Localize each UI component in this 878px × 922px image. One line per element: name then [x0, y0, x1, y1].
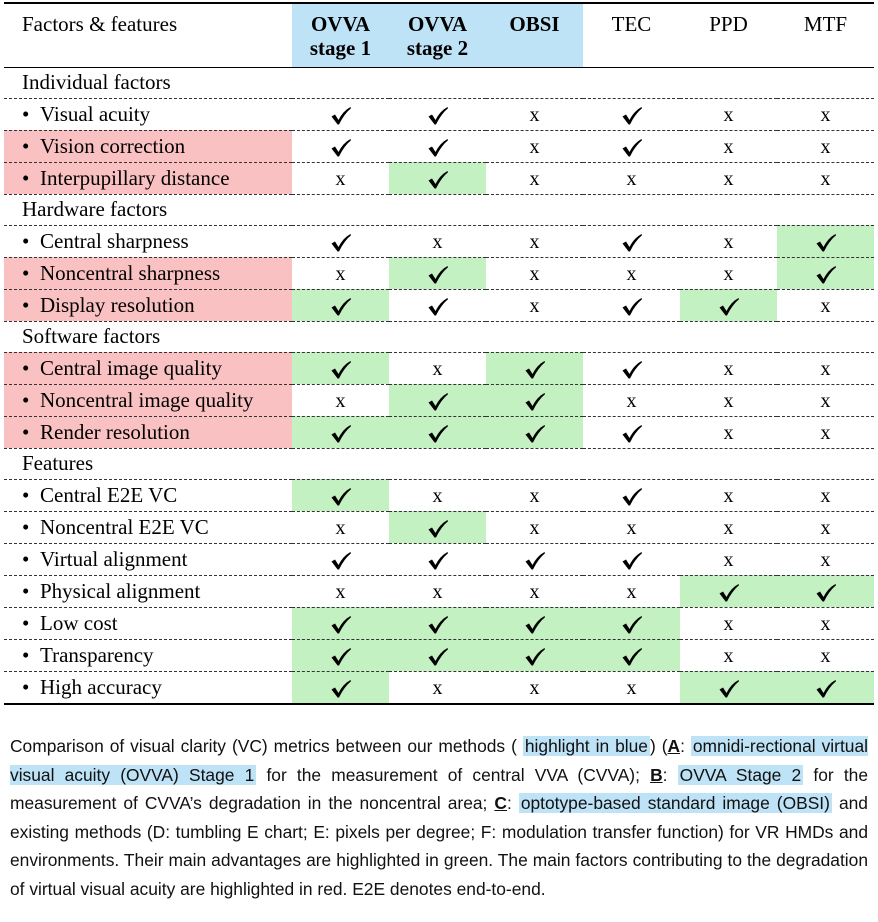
row-label-text: High accuracy: [40, 674, 162, 699]
header-ovva-stage2: [389, 3, 486, 67]
row-label-text: Noncentral sharpness: [40, 260, 221, 285]
row-label: [4, 98, 292, 130]
row-label: [4, 289, 292, 321]
cell-tec: [583, 352, 680, 384]
caption-label-a: A: [667, 736, 681, 756]
cell-ovva-stage1: [292, 289, 389, 321]
section-row: [4, 67, 874, 98]
table-row: [4, 289, 874, 321]
x-mark: x: [529, 484, 540, 507]
row-label: [4, 416, 292, 448]
check-icon: [330, 487, 352, 507]
caption-part5: and existing methods (D: tumbling E chart; E: pixels per degree; F: modulation transfer function) for VR HMDs and environments. Their main advantages are highlighted in green. The main factors contributing to the degradation of virtual visual acuity are highlighted in red. E2E denotes end-to-end.: [10, 793, 868, 899]
table-row: [4, 607, 874, 639]
check-icon: [718, 583, 740, 603]
table-row: [4, 416, 874, 448]
check-icon: [524, 424, 546, 444]
cell-ovva-stage2: [389, 257, 486, 289]
cell-ppd: [680, 416, 777, 448]
x-mark: x: [529, 676, 540, 699]
cell-obsi: [486, 575, 583, 607]
check-icon: [524, 360, 546, 380]
x-mark: x: [820, 548, 831, 571]
cell-ovva-stage2: [389, 289, 486, 321]
cell-ovva-stage2: [389, 639, 486, 671]
cell-ppd: [680, 479, 777, 511]
section-row: [4, 321, 874, 352]
x-mark: x: [820, 357, 831, 380]
check-icon: [621, 647, 643, 667]
cell-ppd: [680, 289, 777, 321]
header-ppd: [680, 3, 777, 67]
cell-ovva-stage2: [389, 162, 486, 194]
bullet: •: [22, 482, 30, 507]
row-label: [4, 511, 292, 543]
check-icon: [524, 551, 546, 571]
table-row: [4, 225, 874, 257]
cell-tec: [583, 130, 680, 162]
x-mark: x: [820, 421, 831, 444]
x-mark: x: [820, 389, 831, 412]
cell-tec: [583, 511, 680, 543]
x-mark: x: [335, 516, 346, 539]
x-mark: x: [626, 580, 637, 603]
comparison-table-container: [4, 2, 874, 705]
cell-obsi: [486, 607, 583, 639]
caption-colon-a: :: [680, 736, 685, 756]
caption-part4: for the measurement of CVVA’s degradation in the noncentral area;: [10, 764, 868, 813]
cell-ovva-stage2: [389, 671, 486, 704]
cell-ovva-stage1: [292, 639, 389, 671]
x-mark: x: [723, 230, 734, 253]
cell-ovva-stage2: [389, 416, 486, 448]
row-label-text: Central E2E VC: [40, 482, 178, 507]
cell-obsi: [486, 289, 583, 321]
caption-colon-b: :: [662, 764, 668, 785]
cell-ovva-stage1: [292, 98, 389, 130]
cell-ppd: [680, 352, 777, 384]
header-mtf: [777, 3, 874, 67]
table-row: [4, 479, 874, 511]
row-label: [4, 607, 292, 639]
section-title: Individual factors: [4, 67, 874, 98]
bullet: •: [22, 133, 30, 158]
cell-mtf: [777, 289, 874, 321]
x-mark: x: [626, 389, 637, 412]
cell-ovva-stage1: [292, 575, 389, 607]
check-icon: [427, 170, 449, 190]
cell-mtf: [777, 98, 874, 130]
bullet: •: [22, 260, 30, 285]
check-icon: [330, 615, 352, 635]
bullet: •: [22, 610, 30, 635]
cell-tec: [583, 384, 680, 416]
check-icon: [621, 615, 643, 635]
caption-highlight-obsi: optotype-based standard image (OBSI): [520, 793, 830, 813]
cell-tec: [583, 671, 680, 704]
x-mark: x: [820, 294, 831, 317]
header-ppd-label: PPD: [709, 12, 748, 36]
cell-mtf: [777, 162, 874, 194]
check-icon: [427, 551, 449, 571]
row-label: [4, 671, 292, 704]
bullet: •: [22, 292, 30, 317]
cell-mtf: [777, 575, 874, 607]
x-mark: x: [529, 516, 540, 539]
caption-highlight-ovva-stage1: omnidi-rectional virtual visual acuity (OVVA) Stage 1: [10, 736, 868, 785]
table-body: [4, 67, 874, 704]
x-mark: x: [529, 262, 540, 285]
x-mark: x: [529, 103, 540, 126]
cell-tec: [583, 543, 680, 575]
x-mark: x: [723, 421, 734, 444]
row-label-text: Display resolution: [40, 292, 195, 317]
cell-obsi: [486, 479, 583, 511]
cell-tec: [583, 416, 680, 448]
check-icon: [718, 297, 740, 317]
row-label-text: Render resolution: [40, 419, 190, 444]
cell-mtf: [777, 543, 874, 575]
cell-tec: [583, 575, 680, 607]
check-icon: [330, 138, 352, 158]
check-icon: [427, 138, 449, 158]
check-icon: [330, 360, 352, 380]
bullet: •: [22, 674, 30, 699]
table-row: [4, 98, 874, 130]
check-icon: [427, 392, 449, 412]
section-title: Features: [4, 448, 874, 479]
comparison-table: [4, 2, 874, 705]
x-mark: x: [723, 135, 734, 158]
check-icon: [427, 106, 449, 126]
check-icon: [815, 265, 837, 285]
x-mark: x: [820, 516, 831, 539]
cell-obsi: [486, 384, 583, 416]
header-ovva-stage2-line2: stage 2: [406, 36, 469, 60]
check-icon: [427, 424, 449, 444]
row-label-text: Physical alignment: [40, 578, 201, 603]
cell-obsi: [486, 130, 583, 162]
x-mark: x: [820, 484, 831, 507]
table-row: [4, 671, 874, 704]
cell-mtf: [777, 130, 874, 162]
check-icon: [330, 424, 352, 444]
row-label-text: Central sharpness: [40, 228, 189, 253]
header-tec-label: TEC: [611, 12, 652, 36]
cell-mtf: [777, 479, 874, 511]
table-row: [4, 639, 874, 671]
x-mark: x: [723, 548, 734, 571]
cell-obsi: [486, 98, 583, 130]
cell-ovva-stage1: [292, 130, 389, 162]
x-mark: x: [529, 135, 540, 158]
x-mark: x: [335, 262, 346, 285]
cell-obsi: [486, 416, 583, 448]
cell-tec: [583, 289, 680, 321]
x-mark: x: [626, 676, 637, 699]
table-row: [4, 384, 874, 416]
row-label-text: Transparency: [40, 642, 154, 667]
x-mark: x: [723, 103, 734, 126]
section-row: [4, 194, 874, 225]
row-label-text: Visual acuity: [40, 101, 151, 126]
cell-mtf: [777, 639, 874, 671]
check-icon: [621, 360, 643, 380]
check-icon: [330, 679, 352, 699]
row-label-text: Noncentral E2E VC: [40, 514, 209, 539]
cell-ppd: [680, 575, 777, 607]
check-icon: [621, 106, 643, 126]
caption-highlight-ovva-stage2: OVVA Stage 2: [679, 764, 802, 785]
cell-ovva-stage2: [389, 384, 486, 416]
x-mark: x: [626, 262, 637, 285]
check-icon: [621, 233, 643, 253]
bullet: •: [22, 387, 30, 412]
x-mark: x: [432, 230, 443, 253]
cell-ovva-stage2: [389, 543, 486, 575]
x-mark: x: [432, 357, 443, 380]
header-ovva-stage1: [292, 3, 389, 67]
x-mark: x: [820, 612, 831, 635]
cell-ovva-stage1: [292, 416, 389, 448]
table-row: [4, 543, 874, 575]
cell-mtf: [777, 607, 874, 639]
bullet: •: [22, 101, 30, 126]
x-mark: x: [626, 516, 637, 539]
check-icon: [427, 615, 449, 635]
bullet: •: [22, 514, 30, 539]
cell-mtf: [777, 671, 874, 704]
x-mark: x: [335, 580, 346, 603]
cell-tec: [583, 225, 680, 257]
x-mark: x: [820, 135, 831, 158]
header-obsi-label: OBSI: [509, 12, 560, 36]
header-obsi: [486, 3, 583, 67]
cell-obsi: [486, 511, 583, 543]
cell-ovva-stage1: [292, 352, 389, 384]
x-mark: x: [432, 676, 443, 699]
row-label: [4, 352, 292, 384]
cell-ppd: [680, 639, 777, 671]
bullet: •: [22, 546, 30, 571]
check-icon: [427, 265, 449, 285]
x-mark: x: [529, 230, 540, 253]
cell-obsi: [486, 257, 583, 289]
x-mark: x: [723, 612, 734, 635]
x-mark: x: [335, 167, 346, 190]
x-mark: x: [820, 103, 831, 126]
cell-ovva-stage1: [292, 479, 389, 511]
cell-mtf: [777, 257, 874, 289]
cell-ppd: [680, 130, 777, 162]
row-label-text: Interpupillary distance: [40, 165, 230, 190]
caption-label-c: C: [494, 793, 507, 813]
check-icon: [330, 106, 352, 126]
header-ovva-stage1-line2: stage 1: [309, 36, 372, 60]
check-icon: [524, 647, 546, 667]
table-row: [4, 162, 874, 194]
cell-ovva-stage1: [292, 671, 389, 704]
bullet: •: [22, 642, 30, 667]
check-icon: [330, 233, 352, 253]
header-ovva-stage2-line1: OVVA: [407, 12, 468, 36]
row-label-text: Noncentral image quality: [40, 387, 254, 412]
header-tec: [583, 3, 680, 67]
x-mark: x: [529, 167, 540, 190]
check-icon: [621, 487, 643, 507]
check-icon: [718, 679, 740, 699]
check-icon: [330, 297, 352, 317]
table-header-row: [4, 3, 874, 67]
cell-obsi: [486, 225, 583, 257]
header-mtf-label: MTF: [803, 12, 848, 36]
cell-ppd: [680, 543, 777, 575]
table-row: [4, 511, 874, 543]
caption-part1: Comparison of visual clarity (VC) metrics between our methods (: [10, 736, 517, 756]
check-icon: [815, 679, 837, 699]
section-title: Hardware factors: [4, 194, 874, 225]
cell-obsi: [486, 352, 583, 384]
cell-obsi: [486, 639, 583, 671]
cell-ppd: [680, 384, 777, 416]
x-mark: x: [723, 262, 734, 285]
check-icon: [621, 424, 643, 444]
cell-ppd: [680, 257, 777, 289]
row-label: [4, 479, 292, 511]
x-mark: x: [626, 167, 637, 190]
check-icon: [815, 583, 837, 603]
cell-ovva-stage1: [292, 607, 389, 639]
check-icon: [815, 233, 837, 253]
x-mark: x: [723, 516, 734, 539]
check-icon: [330, 647, 352, 667]
cell-ovva-stage2: [389, 607, 486, 639]
section-title: Software factors: [4, 321, 874, 352]
cell-tec: [583, 479, 680, 511]
bullet: •: [22, 578, 30, 603]
cell-mtf: [777, 416, 874, 448]
header-ovva-stage1-line1: OVVA: [310, 12, 371, 36]
bullet: •: [22, 355, 30, 380]
check-icon: [621, 138, 643, 158]
row-label-text: Vision correction: [40, 133, 186, 158]
cell-tec: [583, 607, 680, 639]
cell-ovva-stage2: [389, 352, 486, 384]
row-label-text: Virtual alignment: [40, 546, 188, 571]
check-icon: [524, 392, 546, 412]
header-factors-features: Factors & features: [4, 3, 292, 67]
cell-mtf: [777, 511, 874, 543]
x-mark: x: [335, 389, 346, 412]
x-mark: x: [432, 484, 443, 507]
x-mark: x: [723, 167, 734, 190]
row-label: [4, 384, 292, 416]
table-row: [4, 257, 874, 289]
cell-ppd: [680, 671, 777, 704]
row-label-text: Low cost: [40, 610, 118, 635]
table-row: [4, 352, 874, 384]
cell-tec: [583, 98, 680, 130]
check-icon: [524, 615, 546, 635]
cell-ovva-stage1: [292, 384, 389, 416]
row-label-text: Central image quality: [40, 355, 222, 380]
x-mark: x: [432, 580, 443, 603]
cell-ovva-stage2: [389, 130, 486, 162]
check-icon: [427, 519, 449, 539]
cell-ovva-stage1: [292, 225, 389, 257]
x-mark: x: [723, 389, 734, 412]
x-mark: x: [723, 357, 734, 380]
table-caption: [10, 732, 868, 903]
caption-label-b: B: [650, 764, 663, 785]
check-icon: [427, 297, 449, 317]
bullet: •: [22, 165, 30, 190]
row-label: [4, 543, 292, 575]
cell-ovva-stage1: [292, 543, 389, 575]
cell-obsi: [486, 671, 583, 704]
cell-tec: [583, 257, 680, 289]
x-mark: x: [529, 580, 540, 603]
cell-obsi: [486, 162, 583, 194]
cell-ovva-stage2: [389, 511, 486, 543]
check-icon: [621, 551, 643, 571]
bullet: •: [22, 228, 30, 253]
caption-colon-c: :: [506, 793, 512, 813]
cell-ovva-stage1: [292, 257, 389, 289]
cell-tec: [583, 639, 680, 671]
x-mark: x: [529, 294, 540, 317]
check-icon: [330, 551, 352, 571]
caption-part3: for the measurement of central VVA (CVVA);: [266, 764, 640, 785]
x-mark: x: [820, 644, 831, 667]
cell-ovva-stage1: [292, 511, 389, 543]
x-mark: x: [723, 484, 734, 507]
row-label: [4, 225, 292, 257]
caption-part2: ) (: [649, 736, 668, 756]
row-label: [4, 162, 292, 194]
x-mark: x: [723, 644, 734, 667]
cell-ovva-stage2: [389, 225, 486, 257]
check-icon: [621, 297, 643, 317]
cell-mtf: [777, 384, 874, 416]
cell-ppd: [680, 162, 777, 194]
row-label: [4, 257, 292, 289]
cell-ppd: [680, 511, 777, 543]
cell-obsi: [486, 543, 583, 575]
cell-mtf: [777, 352, 874, 384]
cell-ovva-stage2: [389, 479, 486, 511]
row-label: [4, 575, 292, 607]
x-mark: x: [820, 167, 831, 190]
cell-ppd: [680, 225, 777, 257]
cell-ppd: [680, 98, 777, 130]
check-icon: [427, 647, 449, 667]
row-label: [4, 130, 292, 162]
cell-ppd: [680, 607, 777, 639]
caption-highlight-blue: highlight in blue: [524, 736, 648, 756]
cell-mtf: [777, 225, 874, 257]
cell-ovva-stage2: [389, 575, 486, 607]
cell-ovva-stage1: [292, 162, 389, 194]
bullet: •: [22, 419, 30, 444]
cell-tec: [583, 162, 680, 194]
table-row: [4, 575, 874, 607]
table-row: [4, 130, 874, 162]
cell-ovva-stage2: [389, 98, 486, 130]
section-row: [4, 448, 874, 479]
row-label: [4, 639, 292, 671]
